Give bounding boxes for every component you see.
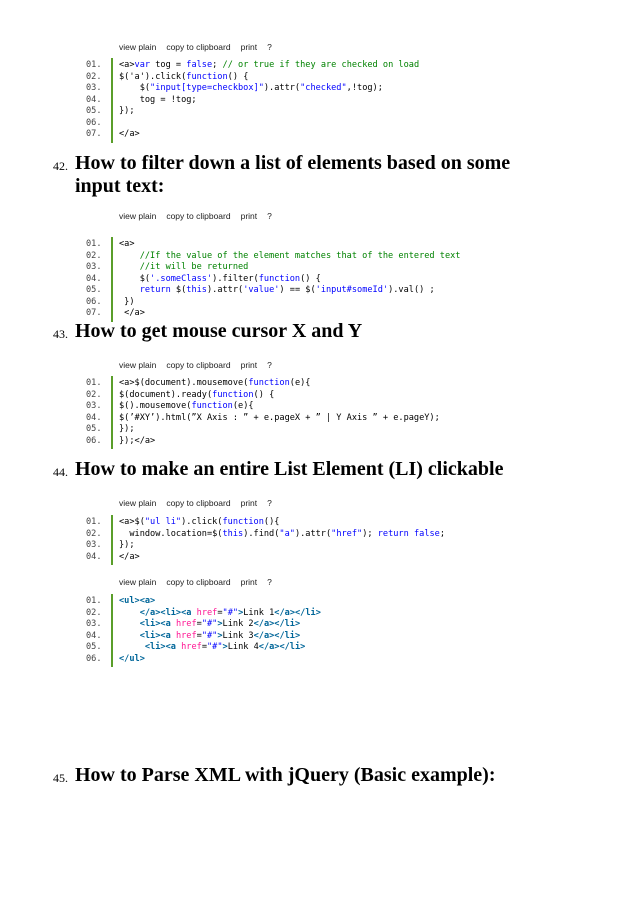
copy-to-clipboard-link[interactable]: copy to clipboard xyxy=(166,42,231,52)
line-number: 01. xyxy=(86,596,102,606)
code-line: </ul> xyxy=(119,653,145,664)
code-toolbar xyxy=(119,42,282,52)
line-number: 01. xyxy=(86,517,102,527)
section-title: How to Parse XML with jQuery (Basic example): xyxy=(75,764,496,786)
line-number: 04. xyxy=(86,630,102,641)
line-number: 06. xyxy=(86,296,102,307)
line-number: 05. xyxy=(86,106,102,116)
view-plain-link[interactable]: view plain xyxy=(119,360,157,370)
line-number: 05. xyxy=(86,424,102,434)
code-line: }); xyxy=(119,424,135,434)
line-number: 06. xyxy=(86,117,102,128)
copy-to-clipboard-link[interactable]: copy to clipboard xyxy=(166,577,231,587)
code-gutter-bar xyxy=(111,58,113,143)
copy-to-clipboard-link[interactable]: copy to clipboard xyxy=(166,498,231,508)
code-line: }); xyxy=(119,540,135,550)
line-number: 03. xyxy=(86,619,102,629)
line-number: 04. xyxy=(86,273,102,284)
code-toolbar xyxy=(119,211,282,221)
line-number: 02. xyxy=(86,607,102,618)
section-title-line: input text: xyxy=(75,175,165,197)
code-line: </a><li><a href="#">Link 1</a></li> xyxy=(139,607,321,618)
code-line: </a> xyxy=(119,551,140,562)
print-link[interactable]: print xyxy=(240,42,258,52)
code-line: window.location=$(this).find("a").attr("href"); return false; xyxy=(119,528,446,539)
view-plain-link[interactable]: view plain xyxy=(119,211,157,221)
copy-to-clipboard-link[interactable]: copy to clipboard xyxy=(166,211,231,221)
code-line: <a>$("ul li").click(function(){ xyxy=(119,517,280,527)
line-number: 03. xyxy=(86,83,102,93)
section-title: How to get mouse cursor X and Y xyxy=(75,320,363,342)
line-number: 07. xyxy=(86,129,102,139)
code-line: $('.someClass').filter(function() { xyxy=(119,273,321,284)
code-line: });</a> xyxy=(119,435,156,446)
code-line: $('a').click(function() { xyxy=(119,71,249,82)
line-number: 01. xyxy=(86,239,102,249)
line-number: 02. xyxy=(86,528,102,539)
line-number: 03. xyxy=(86,262,102,272)
code-line: }) xyxy=(119,296,135,307)
code-toolbar xyxy=(119,360,282,370)
print-link[interactable]: print xyxy=(240,577,258,587)
section-title-line: How to filter down a list of elements based on some xyxy=(75,152,511,174)
code-line: return $(this).attr('value') == $('input#someId').val() ; xyxy=(139,285,435,295)
code-gutter-bar xyxy=(111,376,113,449)
code-line: <a>$(document).mousemove(function(e){ xyxy=(119,378,311,388)
code-line: }); xyxy=(119,106,135,116)
line-number: 04. xyxy=(86,94,102,105)
code-line: <li><a href="#">Link 2</a></li> xyxy=(139,619,301,629)
line-number: 06. xyxy=(86,435,102,446)
code-gutter-bar xyxy=(111,594,113,667)
line-number: 07. xyxy=(86,308,102,318)
code-gutter-bar xyxy=(111,237,113,322)
code-toolbar xyxy=(119,577,282,587)
line-number: 04. xyxy=(86,412,102,423)
code-line: <li><a href="#">Link 4</a></li> xyxy=(144,642,306,652)
section-number: 43. xyxy=(53,327,68,341)
help-link[interactable]: ? xyxy=(267,42,272,52)
section-number: 44. xyxy=(53,465,68,479)
code-line: $("input[type=checkbox]").attr("checked",!tog); xyxy=(119,83,383,93)
help-link[interactable]: ? xyxy=(267,360,272,370)
line-number: 01. xyxy=(86,378,102,388)
line-number: 04. xyxy=(86,551,102,562)
code-line: </a> xyxy=(119,129,140,139)
help-link[interactable]: ? xyxy=(267,211,272,221)
section-number: 45. xyxy=(53,771,68,785)
copy-to-clipboard-link[interactable]: copy to clipboard xyxy=(166,360,231,370)
line-number: 02. xyxy=(86,389,102,400)
line-number: 01. xyxy=(86,60,102,70)
code-line: $(document).ready(function() { xyxy=(119,389,275,400)
code-line: $().mousemove(function(e){ xyxy=(119,401,254,411)
view-plain-link[interactable]: view plain xyxy=(119,577,157,587)
line-number: 06. xyxy=(86,653,102,664)
code-toolbar xyxy=(119,498,282,508)
code-line: </a> xyxy=(119,308,145,318)
code-line: <a> xyxy=(119,239,135,249)
code-line: <li><a href="#">Link 3</a></li> xyxy=(139,630,301,641)
line-number: 05. xyxy=(86,285,102,295)
code-line: <a>var tog = false; // or true if they are checked on load xyxy=(119,60,420,70)
view-plain-link[interactable]: view plain xyxy=(119,42,157,52)
code-line: //If the value of the element matches that of the entered text xyxy=(119,250,461,261)
section-title xyxy=(75,152,510,198)
print-link[interactable]: print xyxy=(240,360,258,370)
code-line: <ul><a> xyxy=(119,596,156,606)
line-number: 02. xyxy=(86,250,102,261)
line-number: 03. xyxy=(86,401,102,411)
help-link[interactable]: ? xyxy=(267,498,272,508)
code-gutter-bar xyxy=(111,515,113,565)
section-number: 42. xyxy=(53,159,68,173)
code-line: //it will be returned xyxy=(119,262,249,272)
print-link[interactable]: print xyxy=(240,498,258,508)
line-number: 02. xyxy=(86,71,102,82)
section-title: How to make an entire List Element (LI) clickable xyxy=(75,458,504,480)
print-link[interactable]: print xyxy=(240,211,258,221)
line-number: 03. xyxy=(86,540,102,550)
help-link[interactable]: ? xyxy=(267,577,272,587)
view-plain-link[interactable]: view plain xyxy=(119,498,157,508)
code-line: $(’#XY’).html(”X Axis : ” + e.pageX + ” | Y Axis ” + e.pageY); xyxy=(119,412,440,423)
code-line: tog = !tog; xyxy=(119,94,197,105)
line-number: 05. xyxy=(86,642,102,652)
